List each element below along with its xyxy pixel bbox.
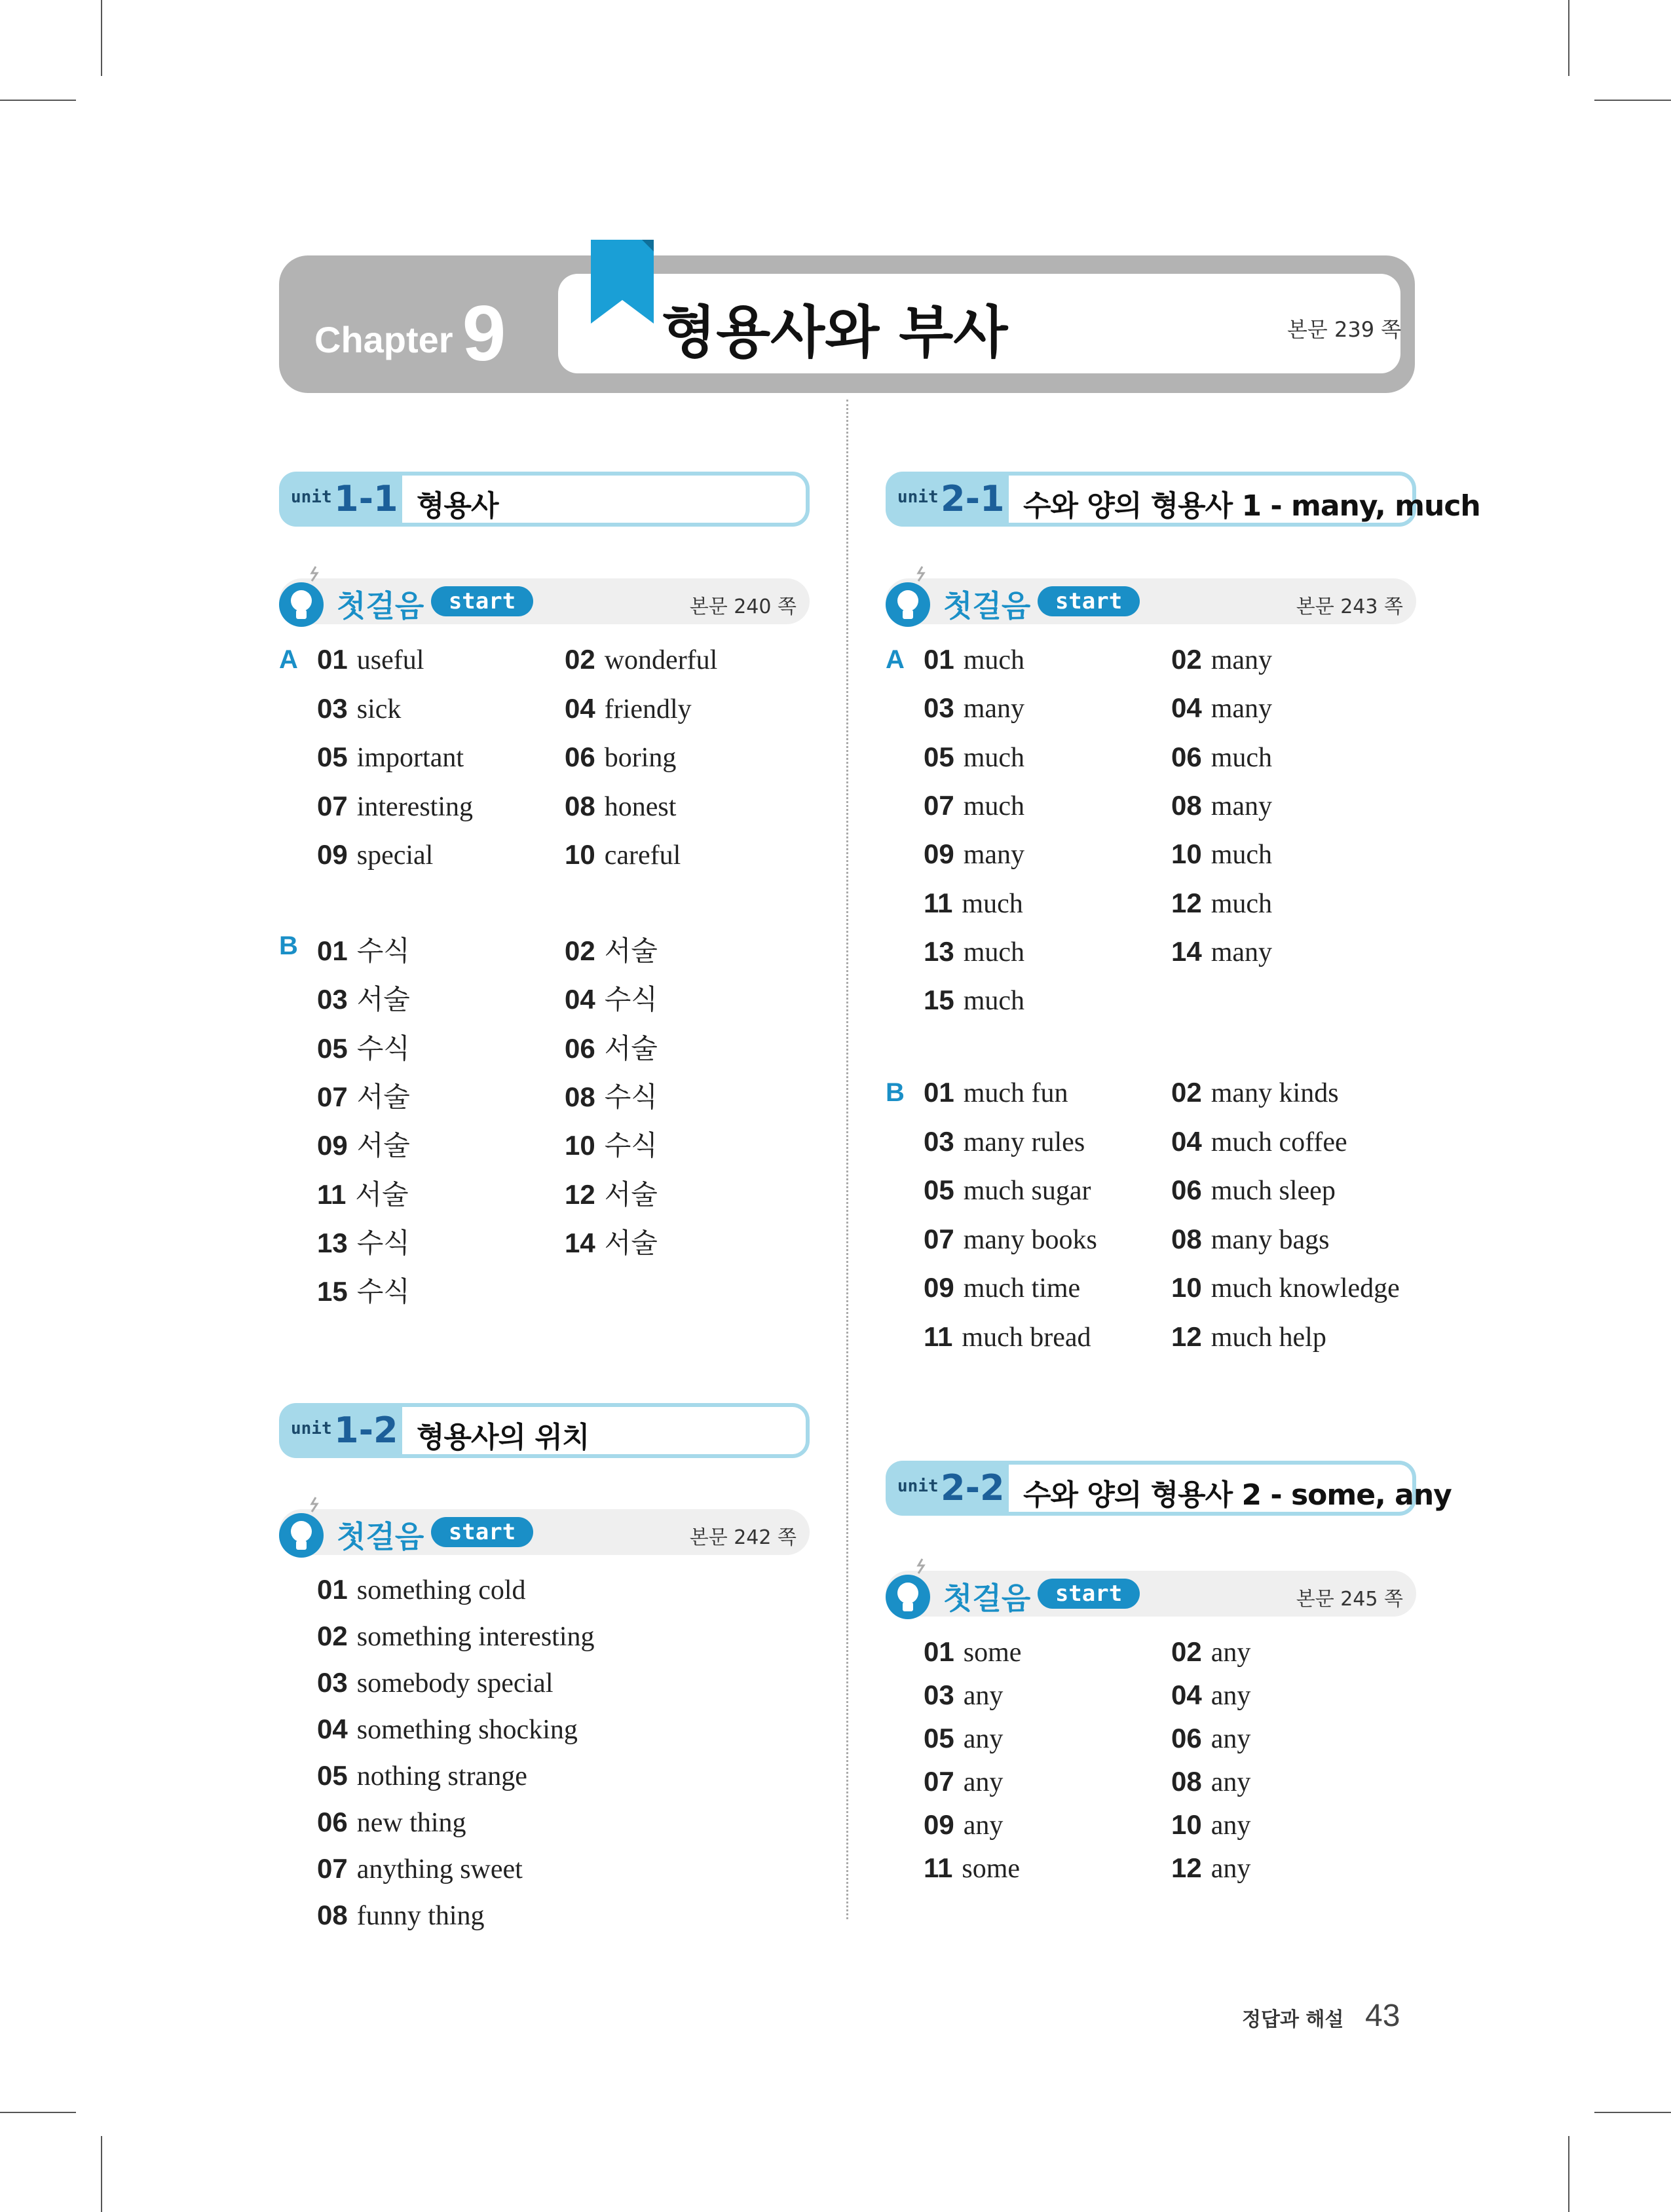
- lightbulb-icon: [884, 565, 937, 631]
- answer-number: 06: [1171, 1174, 1202, 1205]
- answer-item: [1171, 1765, 1250, 1798]
- unit-word: unit: [897, 487, 939, 507]
- answer-item: [924, 1722, 1003, 1755]
- answer-number: 05: [924, 741, 954, 772]
- answer-text: 서술: [356, 985, 410, 1016]
- answer-item: [1171, 1223, 1330, 1256]
- lightbulb-icon: [278, 1496, 330, 1562]
- answer-item: [317, 1806, 466, 1839]
- answer-text: something cold: [356, 1575, 526, 1605]
- answer-item: [924, 984, 1024, 1017]
- answer-number: 12: [1171, 887, 1202, 918]
- answer-item: [1171, 1722, 1250, 1755]
- answer-item: [565, 1222, 658, 1261]
- answer-number: 02: [317, 1621, 348, 1651]
- section-letter: B: [886, 1078, 905, 1107]
- answer-text: much: [1211, 840, 1273, 871]
- answer-item: [924, 789, 1024, 822]
- answer-text: wonderful: [604, 645, 718, 675]
- answer-number: 03: [317, 692, 348, 724]
- answer-text: something interesting: [356, 1622, 595, 1652]
- answer-number: 09: [924, 1272, 954, 1303]
- unit-word: unit: [291, 1419, 332, 1438]
- answer-text: any: [963, 1810, 1004, 1841]
- answer-item: [317, 838, 433, 871]
- answer-item: [317, 1027, 410, 1066]
- answer-number: 10: [1171, 1272, 1202, 1303]
- answer-item: [1171, 692, 1272, 724]
- answer-number: 15: [317, 1276, 348, 1307]
- answer-item: [565, 741, 676, 774]
- answer-item: [565, 643, 717, 676]
- answer-item: [1171, 643, 1272, 676]
- answer-item: [317, 1666, 553, 1699]
- footer-label: 정답과 해설: [1242, 2008, 1344, 2031]
- unit-title: 형용사의 위치: [417, 1421, 590, 1454]
- answer-number: 01: [317, 644, 348, 675]
- answer-item: [924, 1636, 1021, 1668]
- answer-number: 02: [1171, 1077, 1202, 1108]
- answer-item: [565, 692, 692, 725]
- answer-item: [924, 1765, 1003, 1798]
- answer-text: sick: [356, 694, 402, 724]
- answer-item: [1171, 741, 1272, 774]
- answer-text: any: [1211, 1724, 1251, 1754]
- answer-number: 02: [565, 644, 595, 675]
- crop-mark: [0, 2112, 76, 2113]
- answer-number: 07: [317, 1853, 348, 1884]
- start-badge: start: [1038, 1579, 1140, 1609]
- answer-text: any: [1211, 1638, 1251, 1668]
- answer-number: 09: [924, 838, 954, 870]
- answer-number: 08: [565, 1081, 595, 1112]
- answer-text: 수식: [356, 1034, 410, 1064]
- answer-number: 08: [1171, 1766, 1202, 1797]
- page-ref: 본문 245 쪽: [1296, 1588, 1403, 1611]
- answer-item: [565, 790, 676, 823]
- answer-number: 14: [565, 1227, 595, 1258]
- answer-number: 02: [1171, 1636, 1202, 1667]
- unit-number: 1-2: [334, 1410, 398, 1451]
- answer-text: 서술: [604, 937, 658, 967]
- answer-item: [924, 741, 1024, 774]
- crop-mark: [101, 0, 102, 76]
- answer-item: [924, 643, 1024, 676]
- answer-item: [565, 1173, 658, 1212]
- answer-text: 수식: [356, 1228, 410, 1259]
- answer-number: 11: [924, 1852, 953, 1883]
- answer-number: 13: [924, 935, 954, 967]
- answer-item: [317, 1899, 485, 1932]
- chapter-word: Chapter: [314, 319, 453, 360]
- crop-mark: [1568, 2136, 1569, 2212]
- answer-item: [317, 1620, 595, 1653]
- answer-text: much time: [963, 1273, 1081, 1303]
- answer-text: many: [963, 694, 1025, 724]
- answer-item: [565, 929, 658, 969]
- answer-text: much knowledge: [1211, 1273, 1400, 1303]
- answer-text: much sugar: [963, 1176, 1091, 1206]
- answer-text: anything sweet: [356, 1854, 523, 1884]
- answer-number: 07: [924, 1223, 954, 1254]
- unit-word: unit: [897, 1476, 939, 1496]
- answer-text: 수식: [356, 1277, 410, 1308]
- step-bar-1-1: [279, 578, 810, 624]
- answer-item: [317, 1270, 410, 1309]
- answer-item: [924, 838, 1024, 871]
- answer-number: 04: [1171, 1125, 1202, 1157]
- answer-item: [1171, 935, 1272, 968]
- answer-number: 13: [317, 1227, 348, 1258]
- answer-text: any: [1211, 1854, 1251, 1884]
- answer-item: [1171, 1636, 1250, 1668]
- answer-item: [1171, 1174, 1336, 1207]
- answer-text: much sleep: [1211, 1176, 1336, 1206]
- step-label: 첫걸음: [943, 588, 1031, 624]
- answer-number: 05: [317, 1032, 348, 1064]
- answer-item: [1171, 1125, 1347, 1158]
- answer-item: [565, 978, 658, 1017]
- start-badge: start: [431, 586, 533, 616]
- answer-text: much: [963, 645, 1025, 675]
- bookmark-icon: [591, 240, 654, 329]
- step-bar-2-2: [886, 1571, 1416, 1617]
- answer-number: 11: [924, 887, 953, 918]
- answer-number: 06: [565, 741, 595, 772]
- answer-text: much help: [1211, 1322, 1326, 1353]
- unit-number: 2-1: [941, 478, 1005, 519]
- unit-title: 수와 양의 형용사 1 - many, much: [1023, 489, 1480, 523]
- answer-item: [317, 1222, 410, 1261]
- answer-number: 11: [317, 1178, 347, 1210]
- answer-number: 07: [317, 1081, 348, 1112]
- answer-text: many rules: [963, 1127, 1085, 1157]
- answer-text: 서술: [356, 1082, 410, 1113]
- answer-item: [924, 935, 1024, 968]
- answer-number: 03: [924, 1125, 954, 1157]
- chapter-number: 9: [462, 290, 506, 377]
- column-divider: [846, 400, 848, 1919]
- answer-text: much: [963, 937, 1025, 967]
- answer-number: 09: [317, 1130, 348, 1161]
- answer-item: [924, 1076, 1068, 1109]
- answer-text: nothing strange: [356, 1761, 527, 1791]
- answer-item: [1171, 838, 1272, 871]
- answer-item: [924, 1174, 1091, 1207]
- answer-item: [924, 1223, 1097, 1256]
- answer-number: 12: [565, 1178, 595, 1210]
- answer-number: 15: [924, 984, 954, 1016]
- answer-number: 04: [565, 692, 595, 724]
- answer-text: many bags: [1211, 1224, 1330, 1255]
- answer-text: 수식: [356, 937, 410, 967]
- answer-item: [924, 1321, 1091, 1353]
- answer-text: 수식: [604, 1131, 658, 1162]
- step-bar-1-2: [279, 1509, 810, 1555]
- answer-text: any: [963, 1724, 1004, 1754]
- answer-text: interesting: [356, 791, 474, 822]
- answer-text: much coffee: [1211, 1127, 1347, 1157]
- answer-text: many: [1211, 645, 1273, 675]
- answer-text: many: [1211, 791, 1273, 821]
- answer-text: many: [963, 840, 1025, 871]
- answer-text: 서술: [604, 1034, 658, 1064]
- answer-number: 04: [1171, 692, 1202, 724]
- chapter-title: 형용사와 부사: [662, 300, 1008, 366]
- answer-number: 05: [317, 1760, 348, 1791]
- answer-item: [317, 1573, 526, 1606]
- page-ref: 본문 242 쪽: [689, 1526, 797, 1549]
- answer-number: 12: [1171, 1321, 1202, 1352]
- answer-number: 03: [924, 692, 954, 724]
- answer-number: 06: [1171, 1723, 1202, 1753]
- answer-text: any: [1211, 1767, 1251, 1797]
- answer-number: 10: [1171, 838, 1202, 870]
- answer-item: [317, 741, 464, 774]
- answer-item: [924, 1125, 1085, 1158]
- answer-item: [1171, 1679, 1250, 1712]
- answer-item: [924, 1852, 1020, 1884]
- answer-item: [317, 790, 473, 823]
- unit-header-2-1: [886, 472, 1480, 527]
- answer-item: [317, 1713, 578, 1746]
- answer-number: 03: [317, 1667, 348, 1698]
- answer-number: 11: [924, 1321, 953, 1352]
- unit-title: 형용사: [417, 489, 498, 523]
- answer-number: 08: [565, 790, 595, 821]
- answer-number: 12: [1171, 1852, 1202, 1883]
- unit-header-2-2: [886, 1461, 1452, 1516]
- answer-item: [924, 887, 1023, 920]
- page-ref: 본문 243 쪽: [1296, 595, 1403, 618]
- answer-number: 04: [565, 984, 595, 1015]
- answer-text: 서술: [356, 1131, 410, 1162]
- answer-item: [1171, 789, 1272, 822]
- answer-number: 14: [1171, 935, 1202, 967]
- page-ref: 본문 240 쪽: [689, 595, 797, 618]
- answer-text: 서술: [604, 1180, 658, 1210]
- answer-item: [1171, 1852, 1250, 1884]
- answer-text: many: [1211, 937, 1273, 967]
- answer-item: [565, 838, 681, 871]
- unit-number: 1-1: [334, 478, 398, 519]
- lightbulb-icon: [884, 1558, 937, 1623]
- answer-text: useful: [356, 645, 424, 675]
- answer-number: 04: [317, 1714, 348, 1744]
- answer-text: much bread: [962, 1322, 1091, 1353]
- answer-number: 07: [924, 789, 954, 821]
- answer-text: any: [1211, 1810, 1251, 1841]
- answer-text: 서술: [604, 1228, 658, 1259]
- answer-number: 01: [317, 1574, 348, 1605]
- unit-word: unit: [291, 487, 332, 507]
- answer-item: [924, 1809, 1003, 1841]
- answer-number: 01: [317, 935, 348, 966]
- answer-text: any: [963, 1767, 1004, 1797]
- answer-item: [924, 1271, 1080, 1304]
- start-badge: start: [431, 1517, 533, 1547]
- answer-text: much fun: [963, 1078, 1068, 1108]
- answer-text: some: [963, 1638, 1022, 1668]
- answer-text: any: [963, 1681, 1004, 1711]
- page-number: 43: [1365, 1998, 1400, 2033]
- answer-number: 06: [317, 1807, 348, 1837]
- answer-number: 06: [1171, 741, 1202, 772]
- answer-item: [1171, 1809, 1250, 1841]
- answer-text: much: [963, 742, 1025, 773]
- chapter-label: [314, 288, 506, 379]
- answer-number: 01: [924, 1077, 954, 1108]
- answer-item: [1171, 1321, 1326, 1353]
- answer-text: something shocking: [356, 1715, 578, 1745]
- answer-number: 03: [924, 1679, 954, 1710]
- answer-number: 08: [1171, 789, 1202, 821]
- answer-number: 04: [1171, 1679, 1202, 1710]
- answer-number: 08: [1171, 1223, 1202, 1254]
- answer-item: [924, 692, 1024, 724]
- answer-text: many books: [963, 1224, 1097, 1255]
- section-letter: A: [279, 645, 298, 674]
- step-bar-2-1: [886, 578, 1416, 624]
- unit-title: 수와 양의 형용사 2 - some, any: [1023, 1478, 1452, 1512]
- answer-number: 09: [317, 839, 348, 870]
- answer-item: [317, 643, 424, 676]
- answer-number: 10: [565, 1130, 595, 1161]
- answer-text: some: [962, 1854, 1021, 1884]
- crop-mark: [0, 100, 76, 101]
- answer-item: [1171, 887, 1272, 920]
- answer-item: [1171, 1271, 1400, 1304]
- answer-text: much: [1211, 888, 1273, 919]
- step-label: 첫걸음: [337, 588, 424, 624]
- answer-item: [317, 692, 401, 725]
- answer-number: 01: [924, 1636, 954, 1667]
- crop-mark: [1568, 0, 1569, 76]
- answer-number: 07: [317, 790, 348, 821]
- answer-text: 수식: [604, 1082, 658, 1113]
- answer-item: [924, 1679, 1003, 1712]
- answer-text: many: [1211, 694, 1273, 724]
- answer-text: 수식: [604, 985, 658, 1016]
- answer-text: honest: [604, 791, 677, 822]
- crop-mark: [1594, 100, 1671, 101]
- section-letter: B: [279, 931, 298, 960]
- answer-number: 05: [924, 1174, 954, 1205]
- answer-item: [317, 978, 410, 1017]
- answer-text: boring: [604, 743, 677, 773]
- crop-mark: [1594, 2112, 1671, 2113]
- answer-item: [317, 929, 410, 969]
- answer-text: funny thing: [356, 1901, 485, 1931]
- answer-item: [317, 1124, 410, 1163]
- answer-number: 10: [1171, 1809, 1202, 1840]
- unit-header-1-1: [279, 472, 810, 527]
- answer-item: [565, 1076, 658, 1115]
- answer-text: friendly: [604, 694, 692, 724]
- answer-text: important: [356, 743, 464, 773]
- answer-number: 05: [924, 1723, 954, 1753]
- answer-text: much: [962, 888, 1023, 919]
- step-label: 첫걸음: [943, 1581, 1031, 1616]
- answer-item: [565, 1124, 658, 1163]
- answer-text: many kinds: [1211, 1078, 1339, 1108]
- answer-number: 02: [565, 935, 595, 966]
- crop-mark: [101, 2136, 102, 2212]
- answer-item: [1171, 1076, 1339, 1109]
- answer-number: 10: [565, 839, 595, 870]
- section-letter: A: [886, 645, 905, 674]
- chapter-page-ref: 본문 239 쪽: [1287, 317, 1402, 342]
- answer-text: somebody special: [356, 1668, 554, 1698]
- step-label: 첫걸음: [337, 1519, 424, 1554]
- answer-number: 07: [924, 1766, 954, 1797]
- lightbulb-icon: [278, 565, 330, 631]
- answer-number: 02: [1171, 644, 1202, 675]
- unit-number: 2-2: [941, 1467, 1005, 1509]
- start-badge: start: [1038, 586, 1140, 616]
- unit-header-1-2: [279, 1403, 810, 1458]
- answer-number: 06: [565, 1032, 595, 1064]
- answer-number: 05: [317, 741, 348, 772]
- answer-item: [317, 1759, 527, 1792]
- answer-item: [317, 1852, 523, 1885]
- answer-text: special: [356, 840, 434, 871]
- answer-text: careful: [604, 840, 681, 871]
- answer-text: much: [963, 986, 1025, 1017]
- answer-item: [317, 1173, 409, 1212]
- answer-number: 01: [924, 644, 954, 675]
- answer-number: 09: [924, 1809, 954, 1840]
- answer-number: 08: [317, 1900, 348, 1930]
- answer-number: 03: [317, 984, 348, 1015]
- answer-item: [317, 1076, 410, 1115]
- answer-text: much: [1211, 742, 1273, 773]
- answer-text: 서술: [355, 1180, 409, 1210]
- answer-text: new thing: [356, 1808, 466, 1838]
- answer-text: much: [963, 791, 1025, 821]
- answer-item: [565, 1027, 658, 1066]
- answer-text: any: [1211, 1681, 1251, 1711]
